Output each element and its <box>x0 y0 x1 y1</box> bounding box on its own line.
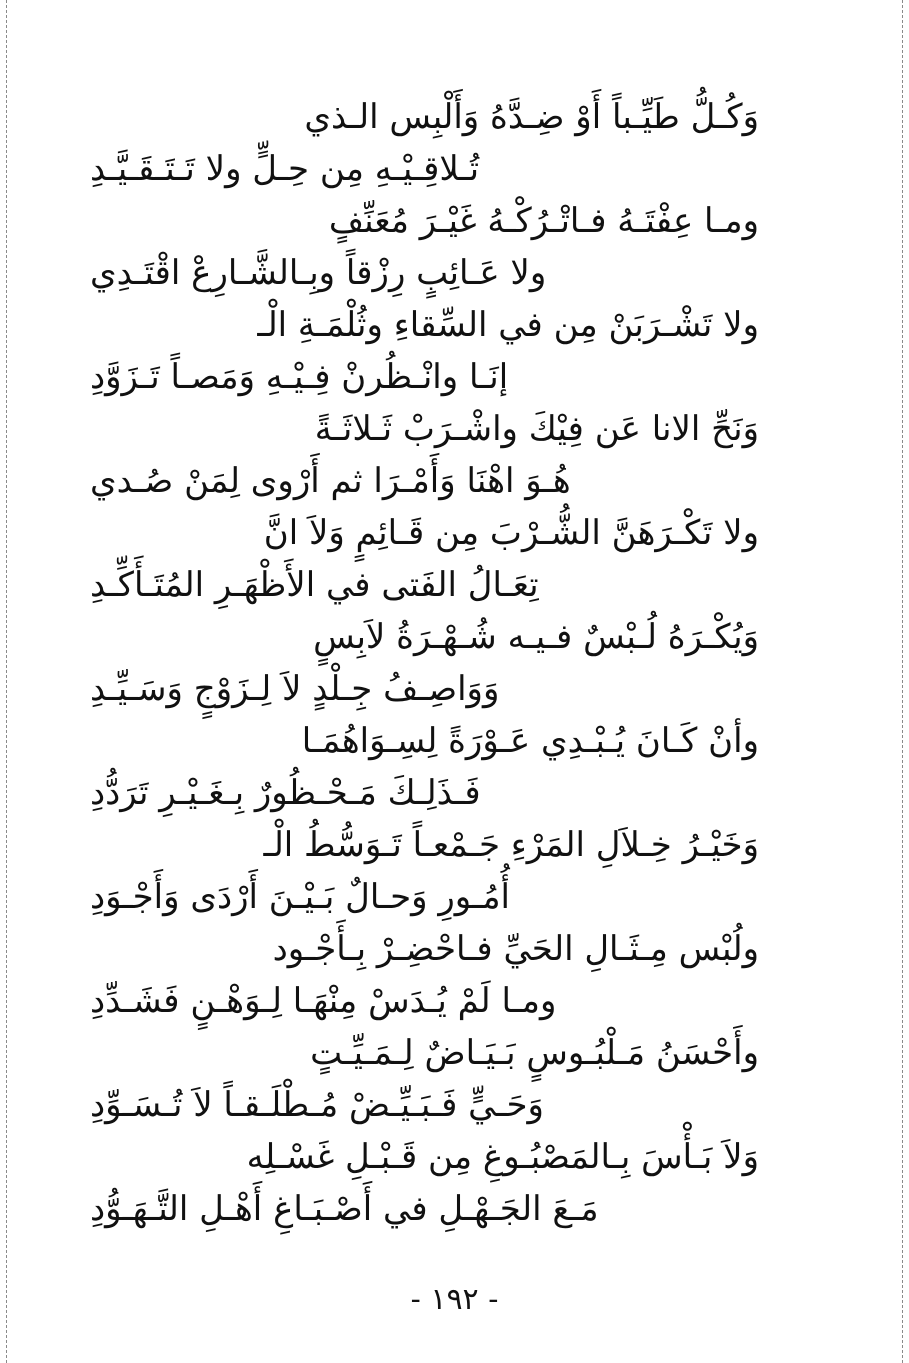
verse-line: وَيُكْـرَهُ لُـبْسٌ فـيـه شُـهْـرَةُ لاَبِسٍ <box>313 617 759 657</box>
verse-line: ومـا عِفْتَـهُ فـاتْـرُكْـهُ غَيْـرَ مُعَنِّفٍ <box>328 201 759 241</box>
verse-line: ومـا لَمْ يُـدَسْ مِنْهَـا لِـوَهْـنٍ فَشَـدِّدِ <box>90 981 557 1021</box>
verse-line: مَـعَ الجَـهْـلِ في أَصْـبَـاغِ أَهْـلِ التَّـهَـوُّدِ <box>90 1189 599 1229</box>
verse-line: ولا عَـائِبٍ رِزْقاً وبِـالشَّـارِعْ اقْتَـدِي <box>90 253 547 293</box>
verse-line: هُـوَ اهْنَا وَأَمْـرَا ثم أَرْوى لِمَنْ صُـدي <box>90 461 571 501</box>
page-number: - ١٩٢ - <box>410 1282 499 1317</box>
verse-line: وَوَاصِـفُ جِـلْدٍ لاَ لِـزَوْجٍ وَسَـيِّـدِ <box>90 669 500 709</box>
verse-line: وَحَـيٍّ فَـبَـيِّـضْ مُـطْلَـقـاً لاَ تُـسَـوِّدِ <box>90 1085 544 1125</box>
verse-line: تِعَـالُ الفَتى في الأَظْهَـرِ المُتَـأَكِّـدِ <box>90 565 539 605</box>
verse-line: وَنَحِّ الانا عَن فِيْكَ واشْـرَبْ ثَـلاثَـةً <box>314 409 759 449</box>
verse-line: وأَحْسَنُ مَـلْبُـوسٍ بَـيَـاضٌ لِـمَـيِّـتٍ <box>310 1033 759 1073</box>
poem-body <box>0 92 909 1229</box>
verse-line: ولا تَشْـرَبَنْ مِن في السِّقاءِ وثُلْمَـةِ الْـ <box>257 305 759 345</box>
verse-line: ولُبْس مِـثَـالِ الحَيِّ فـاحْضِـرْ بِـأَجْـود <box>272 929 759 969</box>
verse-line: إنَـا وانْـظُرنْ فِـيْـهِ وَمَصـاً تَـزَوَّدِ <box>90 357 509 397</box>
verse-line: فَـذَلِـكَ مَـحْـظُورٌ بِـغَـيْـرِ تَرَدُّدِ <box>90 773 481 813</box>
verse-line: وأنْ كَـانَ يُـبْـدِي عَـوْرَةً لِسِـوَاهُمَـا <box>301 721 759 761</box>
verse-line: ولا تَكْـرَهَنَّ الشُّـرْبَ مِن قَـائِمٍ وَلاَ انَّ <box>263 513 759 553</box>
verse-line: أُمُـورِ وَحـالٌ بَـيْـنَ أَرْدَى وَأَجْـوَدِ <box>90 877 510 917</box>
verse-line: وَكُـلُّ طَيِّـباً أَوْ ضِـدَّهُ وَأَلْبِس الـذي <box>304 97 759 137</box>
verse-line: تُـلاقِـيْـهِ مِن حِـلٍّ ولا تَـتَـقَـيَّـدِ <box>90 149 480 189</box>
verse-line: وَلاَ بَـأْسَ بِـالمَصْبُـوغِ مِن قَـبْـلِ غَسْـلِه <box>246 1137 759 1177</box>
verse-line: وَخَيْـرُ خِـلاَلِ المَرْءِ جَـمْعـاً تَـوَسُّطُ الْـ <box>263 825 759 865</box>
